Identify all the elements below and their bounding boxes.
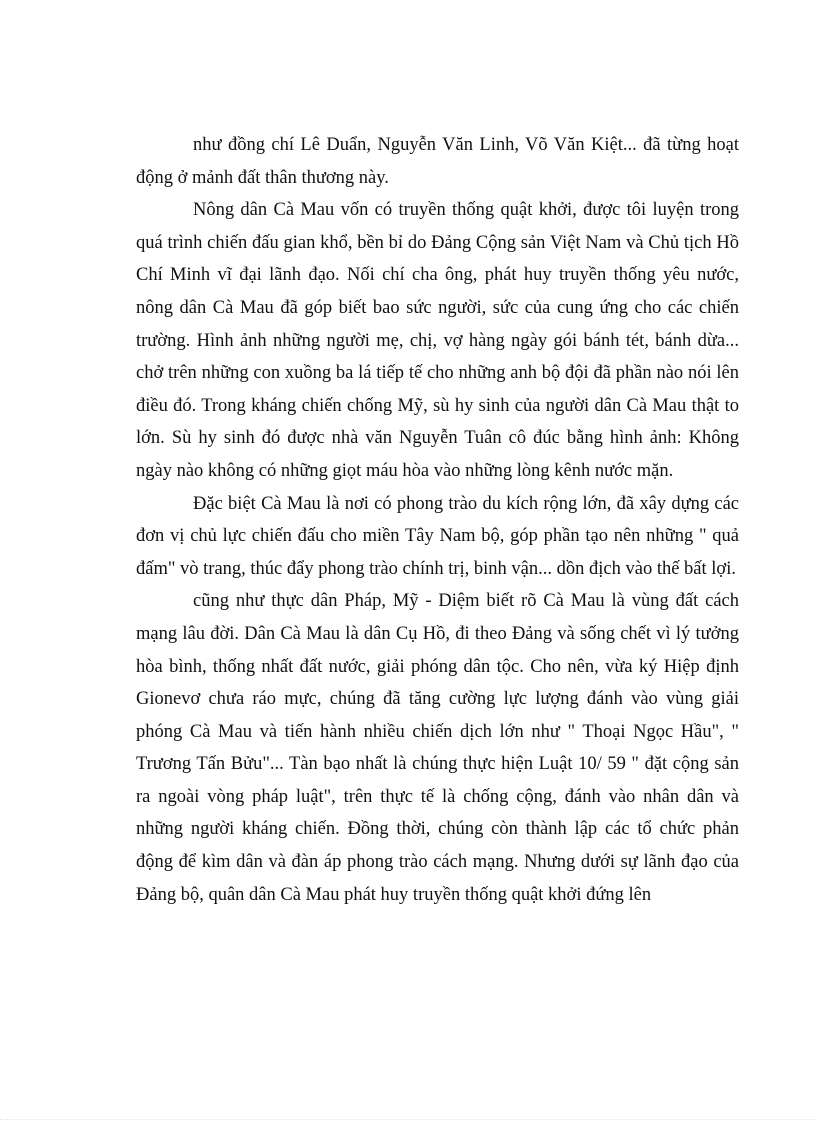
paragraph-2: Nông dân Cà Mau vốn có truyền thống quật khởi, được tôi luyện trong quá trình chiến đấu gian khổ, bền bỉ do Đảng Cộng sản Việt Nam và Chủ tịch Hồ Chí Minh vĩ đại lãnh đạo. Nối chí cha ông, phát huy truyền thống yêu nước, nông dân Cà Mau đã góp biết bao sức người, sức của cung ứng cho các chiến trường. Hình ảnh những người mẹ, chị, vợ hàng ngày gói bánh tét, bánh dừa... chở trên những con xuồng ba lá tiếp tế cho những anh bộ đội đã phần nào nói lên điều đó. Trong kháng chiến chống Mỹ, sù hy sinh của người dân Cà Mau thật to lớn. Sù hy sinh đó được nhà văn Nguyễn Tuân cô đúc bằng hình ảnh: Không ngày nào không có những giọt máu hòa vào những lòng kênh nước mặn. bbox=[136, 200, 739, 481]
page-bottom-border bbox=[0, 1119, 816, 1120]
document-body bbox=[136, 129, 739, 911]
paragraph-1: như đồng chí Lê Duẩn, Nguyễn Văn Linh, Võ Văn Kiệt... đã từng hoạt động ở mảnh đất thân thương này. bbox=[136, 135, 739, 188]
paragraph-4: cũng như thực dân Pháp, Mỹ - Diệm biết rõ Cà Mau là vùng đất cách mạng lâu đời. Dân Cà Mau là dân Cụ Hồ, đi theo Đảng và sống chết vì lý tưởng hòa bình, thống nhất đất nước, giải phóng dân tộc. Cho nên, vừa ký Hiệp định Gionevơ chưa ráo mực, chúng đã tăng cường lực lượng đánh vào vùng giải phóng Cà Mau và tiến hành nhiều chiến dịch lớn như " Thoại Ngọc Hầu", " Trương Tấn Bửu"... Tàn bạo nhất là chúng thực hiện Luật 10/ 59 " đặt cộng sản ra ngoài vòng pháp luật", trên thực tế là chống cộng, đánh vào nhân dân và những người kháng chiến. Đồng thời, chúng còn thành lập các tổ chức phản động để kìm dân và đàn áp phong trào cách mạng. Nhưng dưới sự lãnh đạo của Đảng bộ, quân dân Cà Mau phát huy truyền thống quật khởi đứng lên bbox=[136, 591, 739, 905]
paragraph-3: Đặc biệt Cà Mau là nơi có phong trào du kích rộng lớn, đã xây dựng các đơn vị chủ lực chiến đấu cho miền Tây Nam bộ, góp phần tạo nên những " quả đấm" vò trang, thúc đẩy phong trào chính trị, binh vận... dồn địch vào thế bất lợi. bbox=[136, 493, 739, 579]
